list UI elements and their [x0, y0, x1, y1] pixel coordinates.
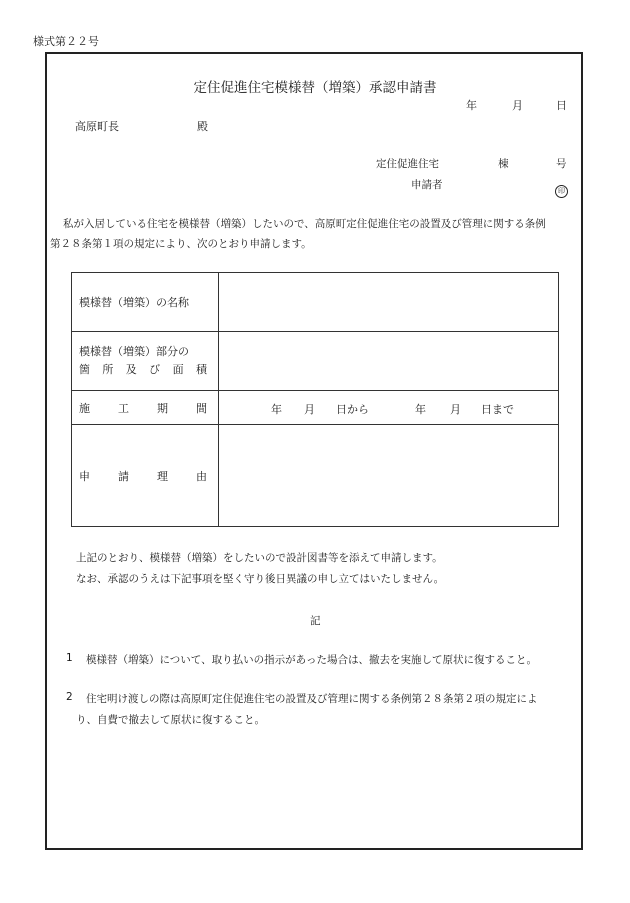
application-table — [71, 272, 559, 527]
page-title: 定住促進住宅模様替（増築）承認申請書 — [193, 80, 437, 96]
period-label: 施 工 期 間 — [72, 391, 219, 425]
area-label — [72, 332, 219, 391]
date-month: 月 — [512, 99, 523, 112]
intro-line-1: 私が入居している住宅を模様替（増築）したいので、高原町定住促進住宅の設置及び管理に関する条例 — [63, 218, 546, 230]
item-1-number: 1 — [66, 652, 73, 664]
addressee-honorific: 殿 — [197, 120, 208, 133]
item-1-text: 模様替（増築）について、取り払いの指示があった場合は、撤去を実施して原状に復すること。 — [86, 654, 537, 666]
date-year: 年 — [466, 99, 477, 112]
reason-value-field[interactable] — [219, 425, 559, 527]
table-row — [72, 273, 559, 332]
area-label-line1: 模様替（増築）部分の — [79, 345, 189, 358]
name-label: 模様替（増築）の名称 — [72, 273, 219, 332]
item-2-text-line1: 住宅明け渡しの際は高原町定住促進住宅の設置及び管理に関する条例第２８条第２項の規定によ — [86, 693, 538, 705]
period-end-day: 日まで — [481, 402, 514, 416]
period-end-month: 月 — [450, 402, 461, 416]
area-label-line2: 箇 所 及 び 面 積 — [79, 363, 207, 376]
period-start-month: 月 — [304, 402, 315, 416]
statement-line-2: なお、承認のうえは下記事項を堅く守り後日異議の申し立てはいたしません。 — [76, 573, 445, 585]
period-start-day: 日から — [336, 402, 369, 416]
reason-label: 申 請 理 由 — [72, 425, 219, 527]
applicant-label: 申請者 — [411, 179, 443, 191]
number-label: 号 — [556, 158, 567, 170]
intro-line-2: 第２８条第１項の規定により、次のとおり申請します。 — [50, 238, 312, 250]
statement-line-1: 上記のとおり、模様替（増築）をしたいので設計図書等を添えて申請します。 — [76, 552, 443, 564]
seal-mark — [555, 178, 568, 198]
period-end-year: 年 — [415, 402, 426, 416]
period-start-year: 年 — [271, 402, 282, 416]
name-value-field[interactable] — [219, 273, 559, 332]
date-day: 日 — [556, 99, 567, 112]
house-label: 定住促進住宅 — [376, 158, 439, 170]
item-2-text-line2: り、自費で撤去して原状に復すること。 — [76, 714, 265, 726]
table-row — [72, 425, 559, 527]
addressee-name: 高原町長 — [75, 120, 119, 133]
form-number: 様式第２２号 — [33, 35, 99, 48]
period-value-field[interactable] — [219, 391, 559, 425]
seal-icon: 印 — [555, 185, 568, 198]
item-2-number: 2 — [66, 691, 73, 703]
area-value-field[interactable] — [219, 332, 559, 391]
ki-heading: 記 — [310, 615, 321, 627]
building-label: 棟 — [498, 158, 509, 170]
table-row — [72, 332, 559, 391]
table-row — [72, 391, 559, 425]
